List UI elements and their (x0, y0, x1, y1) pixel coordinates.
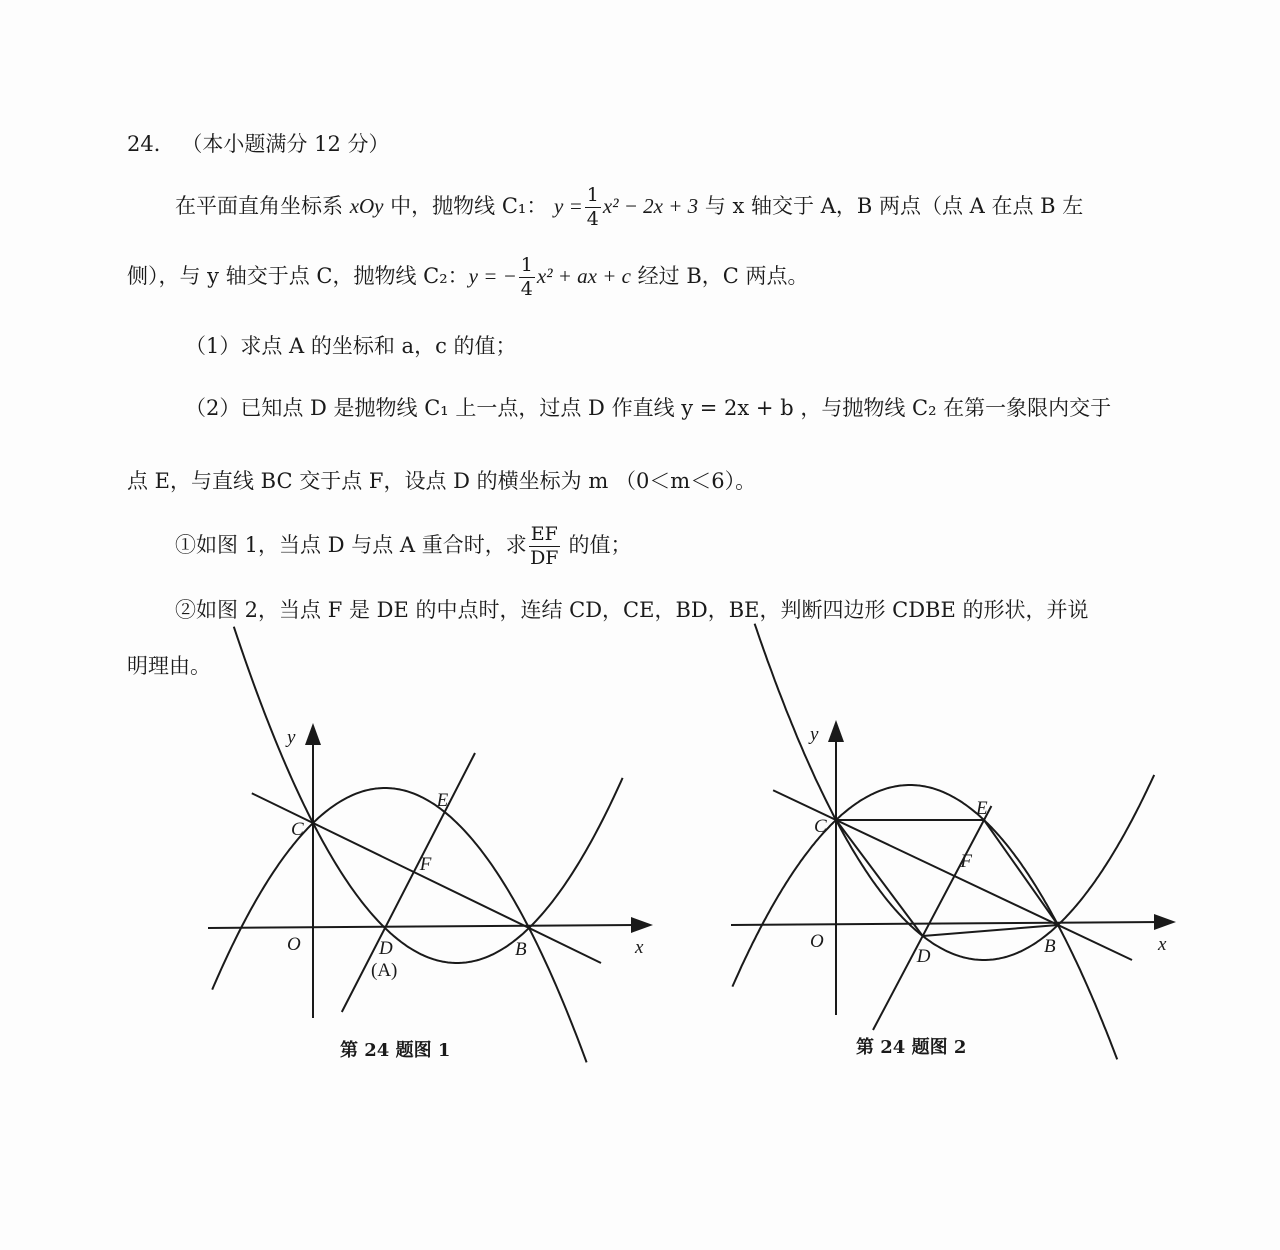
text: y = (554, 194, 583, 218)
label-x: x (1158, 934, 1167, 955)
x-axis (208, 925, 643, 928)
text: 中，抛物线 C₁： (383, 194, 548, 218)
label-D: D (916, 945, 931, 967)
label-A: (A) (371, 960, 398, 981)
label-y: y (287, 727, 296, 748)
x-axis-arrow-icon (631, 917, 653, 933)
question-number: 24． (127, 132, 175, 156)
text: 的值； (561, 533, 632, 557)
label-E: E (976, 798, 988, 819)
segment-bd (923, 925, 1058, 936)
label-O: O (810, 931, 824, 952)
label-y: y (810, 724, 819, 745)
x-axis-arrow-icon (1154, 914, 1176, 930)
question-part-1: （1）求点 A 的坐标和 a，c 的值； (185, 334, 517, 358)
question-part-2-sub-2-line-2: 明理由。 (127, 654, 211, 678)
y-axis-arrow-icon (305, 723, 321, 745)
parabola-c1 (755, 624, 1155, 960)
figure-2-caption: 第 24 题图 2 (856, 1037, 967, 1058)
y-axis-arrow-icon (828, 720, 844, 742)
text: x² − 2x + 3 (602, 194, 699, 218)
label-B: B (1044, 936, 1056, 957)
denominator: 4 (586, 208, 599, 230)
segment-be (984, 820, 1058, 925)
text: y = − (468, 264, 517, 288)
numerator: EF (530, 523, 558, 545)
label-F: F (960, 851, 973, 872)
label-x: x (635, 937, 644, 958)
label-C: C (291, 819, 304, 840)
numerator: 1 (520, 254, 533, 276)
line-bc (252, 793, 601, 963)
text: ①如图 1，当点 D 与点 A 重合时，求 (175, 533, 527, 557)
question-part-2-line-2: 点 E，与直线 BC 交于点 F，设点 D 的横坐标为 m （0＜m＜6）。 (127, 469, 757, 493)
label-E: E (436, 790, 449, 812)
question-score: （本小题满分 12 分） (181, 132, 390, 156)
text: x² + ax + c (536, 264, 631, 288)
text: 与 x 轴交于 A，B 两点（点 A 在点 B 左 (698, 194, 1084, 218)
text: 侧），与 y 轴交于点 C，抛物线 C₂： (127, 264, 469, 288)
parabola-c1 (234, 627, 623, 963)
text: 在平面直角坐标系 (175, 194, 350, 218)
label-C: C (814, 816, 827, 837)
segment-cd (836, 820, 923, 936)
text: 经过 B，C 两点。 (631, 264, 809, 288)
label-B: B (515, 939, 527, 960)
label-O: O (287, 934, 301, 955)
label-D: D (379, 938, 393, 959)
numerator: 1 (586, 184, 599, 206)
x-axis (731, 922, 1166, 925)
figure-1-caption: 第 24 题图 1 (340, 1040, 451, 1061)
text: xOy (349, 194, 384, 218)
denominator: 4 (520, 278, 533, 300)
question-part-2-sub-2-line-1: ②如图 2，当点 F 是 DE 的中点时，连结 CD，CE，BD，BE，判断四边形 CDBE 的形状，并说 (175, 598, 1089, 622)
line-de (873, 806, 991, 1030)
label-F: F (419, 854, 432, 875)
question-part-2-line-1: （2）已知点 D 是抛物线 C₁ 上一点，过点 D 作直线 y = 2x + b ，与抛物线 C₂ 在第一象限内交于 (185, 396, 1112, 420)
denominator: DF (530, 547, 559, 569)
